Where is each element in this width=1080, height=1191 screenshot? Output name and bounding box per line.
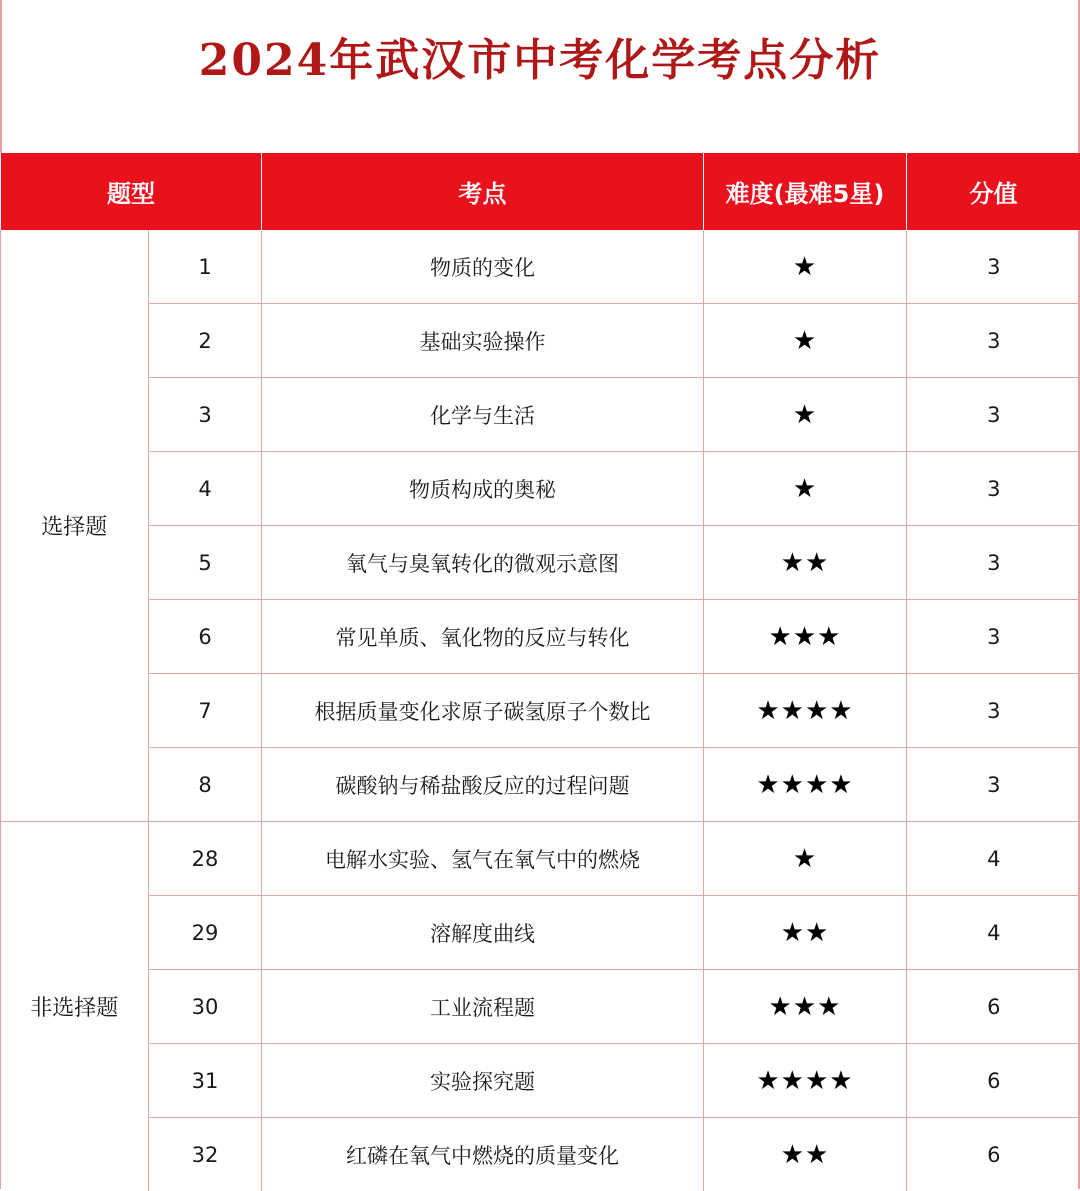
topic-cell: 物质的变化 (262, 230, 704, 304)
question-number-cell: 8 (149, 748, 262, 822)
score-cell: 6 (907, 970, 1080, 1044)
question-number-cell: 5 (149, 526, 262, 600)
topic-cell: 常见单质、氧化物的反应与转化 (262, 600, 704, 674)
score-cell: 3 (907, 304, 1080, 378)
table-row (1, 896, 1080, 970)
table-row (1, 304, 1080, 378)
score-cell: 3 (907, 674, 1080, 748)
question-type-cell: 选择题 (1, 230, 149, 822)
topic-cell: 基础实验操作 (262, 304, 704, 378)
difficulty-stars-cell: ★★ (704, 1118, 907, 1191)
table-row (1, 1044, 1080, 1118)
difficulty-stars-cell: ★★ (704, 896, 907, 970)
topic-cell: 根据质量变化求原子碳氢原子个数比 (262, 674, 704, 748)
difficulty-stars-cell: ★ (704, 378, 907, 452)
title-area (2, 0, 1078, 153)
topic-cell: 电解水实验、氢气在氧气中的燃烧 (262, 822, 704, 896)
question-number-cell: 31 (149, 1044, 262, 1118)
difficulty-stars-cell: ★★★ (704, 600, 907, 674)
question-number-cell: 28 (149, 822, 262, 896)
question-number-cell: 30 (149, 970, 262, 1044)
header-topic: 考点 (262, 153, 704, 230)
difficulty-stars-cell: ★ (704, 230, 907, 304)
question-number-cell: 1 (149, 230, 262, 304)
table-row (1, 822, 1080, 896)
topic-cell: 物质构成的奥秘 (262, 452, 704, 526)
table-row (1, 748, 1080, 822)
table-body (1, 230, 1080, 1191)
score-cell: 6 (907, 1118, 1080, 1191)
score-cell: 4 (907, 896, 1080, 970)
header-type: 题型 (1, 153, 262, 230)
difficulty-stars-cell: ★★ (704, 526, 907, 600)
difficulty-stars-cell: ★ (704, 304, 907, 378)
question-number-cell: 4 (149, 452, 262, 526)
question-number-cell: 2 (149, 304, 262, 378)
score-cell: 3 (907, 526, 1080, 600)
question-number-cell: 29 (149, 896, 262, 970)
topic-cell: 红磷在氧气中燃烧的质量变化 (262, 1118, 704, 1191)
difficulty-stars-cell: ★ (704, 822, 907, 896)
question-number-cell: 6 (149, 600, 262, 674)
table-header-row (1, 153, 1080, 230)
score-cell: 4 (907, 822, 1080, 896)
score-cell: 3 (907, 600, 1080, 674)
header-score: 分值 (907, 153, 1080, 230)
score-cell: 3 (907, 378, 1080, 452)
difficulty-stars-cell: ★★★★ (704, 674, 907, 748)
table-row (1, 230, 1080, 304)
difficulty-stars-cell: ★★★★ (704, 1044, 907, 1118)
question-number-cell: 3 (149, 378, 262, 452)
difficulty-stars-cell: ★ (704, 452, 907, 526)
score-cell: 6 (907, 1044, 1080, 1118)
table-row (1, 378, 1080, 452)
page-title: 2024年武汉市中考化学考点分析 (2, 24, 1078, 88)
topic-cell: 化学与生活 (262, 378, 704, 452)
topic-cell: 溶解度曲线 (262, 896, 704, 970)
table-row (1, 526, 1080, 600)
topic-cell: 实验探究题 (262, 1044, 704, 1118)
topic-cell: 碳酸钠与稀盐酸反应的过程问题 (262, 748, 704, 822)
analysis-table (0, 153, 1080, 1191)
header-difficulty: 难度(最难5星) (704, 153, 907, 230)
table-row (1, 674, 1080, 748)
topic-cell: 氧气与臭氧转化的微观示意图 (262, 526, 704, 600)
table-row (1, 452, 1080, 526)
table-row (1, 600, 1080, 674)
table-row (1, 970, 1080, 1044)
topic-cell: 工业流程题 (262, 970, 704, 1044)
question-number-cell: 7 (149, 674, 262, 748)
score-cell: 3 (907, 748, 1080, 822)
difficulty-stars-cell: ★★★ (704, 970, 907, 1044)
difficulty-stars-cell: ★★★★ (704, 748, 907, 822)
score-cell: 3 (907, 452, 1080, 526)
table-row (1, 1118, 1080, 1191)
score-cell: 3 (907, 230, 1080, 304)
question-type-cell: 非选择题 (1, 822, 149, 1191)
question-number-cell: 32 (149, 1118, 262, 1191)
